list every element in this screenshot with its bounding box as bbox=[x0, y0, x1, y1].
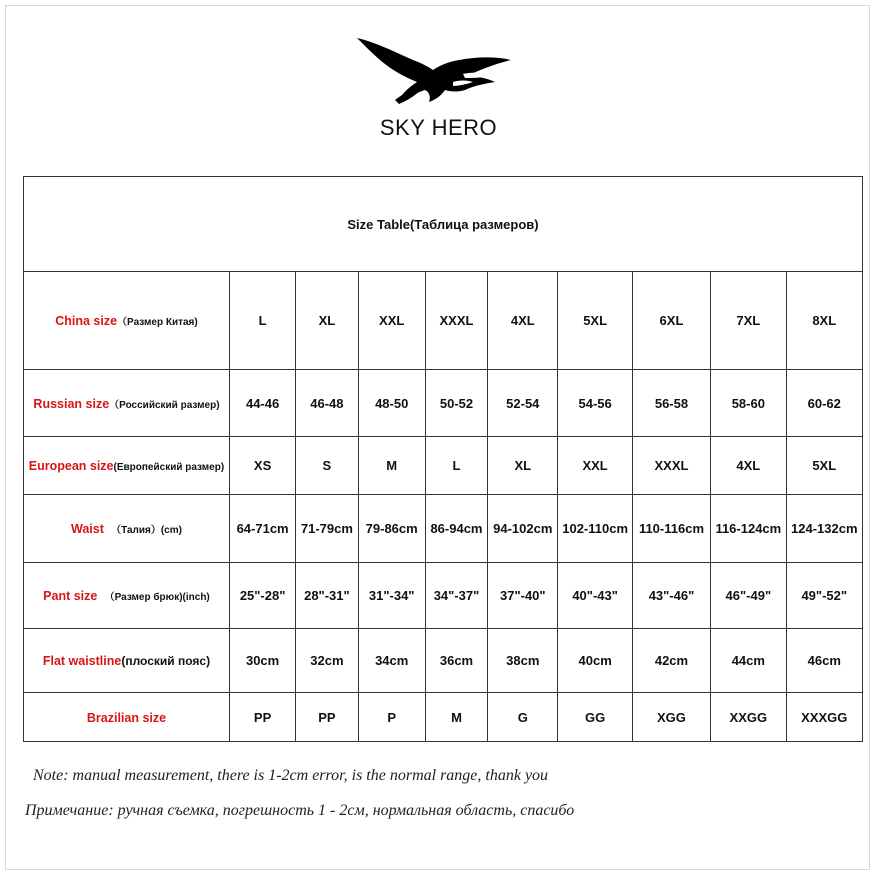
table-cell: 34"-37" bbox=[425, 563, 487, 629]
table-cell: 116-124cm bbox=[711, 495, 786, 563]
table-cell: XL bbox=[488, 437, 558, 495]
table-cell: 46cm bbox=[786, 629, 863, 693]
table-cell: 28"-31" bbox=[296, 563, 358, 629]
table-row bbox=[24, 693, 863, 742]
table-cell: 7XL bbox=[711, 272, 786, 370]
table-cell: G bbox=[488, 693, 558, 742]
row-label bbox=[24, 563, 230, 629]
row-label-sub: (плоский пояс) bbox=[121, 654, 211, 668]
table-cell: 58-60 bbox=[711, 370, 786, 437]
table-cell: 54-56 bbox=[558, 370, 632, 437]
table-cell: 38cm bbox=[488, 629, 558, 693]
table-cell: S bbox=[296, 437, 358, 495]
table-cell: 37"-40" bbox=[488, 563, 558, 629]
table-cell: 30cm bbox=[229, 629, 295, 693]
row-label-main: Russian size bbox=[33, 396, 110, 411]
table-cell: 110-116cm bbox=[632, 495, 710, 563]
row-label-sub: （Размер Китая) bbox=[117, 317, 198, 328]
table-cell: 44cm bbox=[711, 629, 786, 693]
table-title-row bbox=[24, 177, 863, 272]
row-label-main: Flat waistline bbox=[42, 654, 122, 668]
table-cell: XXXL bbox=[632, 437, 710, 495]
table-cell: 94-102cm bbox=[488, 495, 558, 563]
note-russian: Примечание: ручная съемка, погрешность 1 - 2см, нормальная область, спасибо bbox=[25, 802, 575, 819]
table-cell: XS bbox=[229, 437, 295, 495]
row-label-sub: （Российский размер) bbox=[109, 399, 220, 411]
table-cell: 46-48 bbox=[296, 370, 358, 437]
row-label-main: China size bbox=[55, 314, 118, 328]
table-row bbox=[24, 563, 863, 629]
row-label-main: Brazilian size bbox=[86, 710, 167, 725]
table-row bbox=[24, 629, 863, 693]
row-label bbox=[24, 437, 230, 495]
row-label bbox=[24, 693, 230, 742]
row-label-sub: （Талия）(cm) bbox=[111, 525, 182, 536]
table-cell: 48-50 bbox=[358, 370, 425, 437]
row-label-main: European size bbox=[28, 459, 114, 473]
size-table bbox=[23, 176, 863, 742]
note-english: Note: manual measurement, there is 1-2cm error, is the normal range, thank you bbox=[33, 767, 549, 784]
table-cell: 44-46 bbox=[229, 370, 295, 437]
row-label-main: Pant size bbox=[43, 589, 98, 603]
table-cell: 52-54 bbox=[488, 370, 558, 437]
table-cell: XXL bbox=[358, 272, 425, 370]
table-cell: 32cm bbox=[296, 629, 358, 693]
table-cell: 4XL bbox=[488, 272, 558, 370]
table-cell: XXXL bbox=[425, 272, 487, 370]
table-cell: 56-58 bbox=[632, 370, 710, 437]
row-label-main: Waist bbox=[70, 522, 104, 536]
table-cell: XXXGG bbox=[786, 693, 863, 742]
row-label bbox=[24, 370, 230, 437]
table-cell: 46"-49" bbox=[711, 563, 786, 629]
table-cell: P bbox=[358, 693, 425, 742]
table-cell: 71-79cm bbox=[296, 495, 358, 563]
table-cell: 5XL bbox=[558, 272, 632, 370]
table-row bbox=[24, 370, 863, 437]
table-cell: 102-110cm bbox=[558, 495, 632, 563]
table-cell: PP bbox=[296, 693, 358, 742]
table-title: Size Table(Таблица размеров) bbox=[24, 177, 863, 272]
table-cell: L bbox=[425, 437, 487, 495]
table-cell: 6XL bbox=[632, 272, 710, 370]
table-cell: PP bbox=[229, 693, 295, 742]
table-cell: 4XL bbox=[711, 437, 786, 495]
table-cell: 50-52 bbox=[425, 370, 487, 437]
table-row bbox=[24, 495, 863, 563]
row-label-sub: (Европейский размер) bbox=[113, 462, 225, 473]
table-cell: 49"-52" bbox=[786, 563, 863, 629]
table-cell: 34cm bbox=[358, 629, 425, 693]
table-cell: 8XL bbox=[786, 272, 863, 370]
table-cell: XGG bbox=[632, 693, 710, 742]
table-cell: 42cm bbox=[632, 629, 710, 693]
table-cell: 124-132cm bbox=[786, 495, 863, 563]
table-cell: 86-94cm bbox=[425, 495, 487, 563]
table-cell: GG bbox=[558, 693, 632, 742]
table-cell: XXL bbox=[558, 437, 632, 495]
table-cell: 64-71cm bbox=[229, 495, 295, 563]
table-cell: XXGG bbox=[711, 693, 786, 742]
table-cell: 31"-34" bbox=[358, 563, 425, 629]
table-cell: 60-62 bbox=[786, 370, 863, 437]
table-cell: 40"-43" bbox=[558, 563, 632, 629]
table-cell: 43"-46" bbox=[632, 563, 710, 629]
table-cell: 5XL bbox=[786, 437, 863, 495]
brand-name: SKY HERO bbox=[379, 115, 498, 140]
eagle-logo bbox=[355, 30, 515, 105]
table-cell: 79-86cm bbox=[358, 495, 425, 563]
table-cell: 25"-28" bbox=[229, 563, 295, 629]
table-cell: 36cm bbox=[425, 629, 487, 693]
row-label bbox=[24, 495, 230, 563]
table-cell: M bbox=[425, 693, 487, 742]
table-cell: 40cm bbox=[558, 629, 632, 693]
table-cell: M bbox=[358, 437, 425, 495]
row-label-sub: （Размер брюк)(inch) bbox=[104, 592, 210, 603]
table-cell: L bbox=[229, 272, 295, 370]
row-label bbox=[24, 629, 230, 693]
row-label bbox=[24, 272, 230, 370]
table-cell: XL bbox=[296, 272, 358, 370]
table-row bbox=[24, 437, 863, 495]
table-row bbox=[24, 272, 863, 370]
